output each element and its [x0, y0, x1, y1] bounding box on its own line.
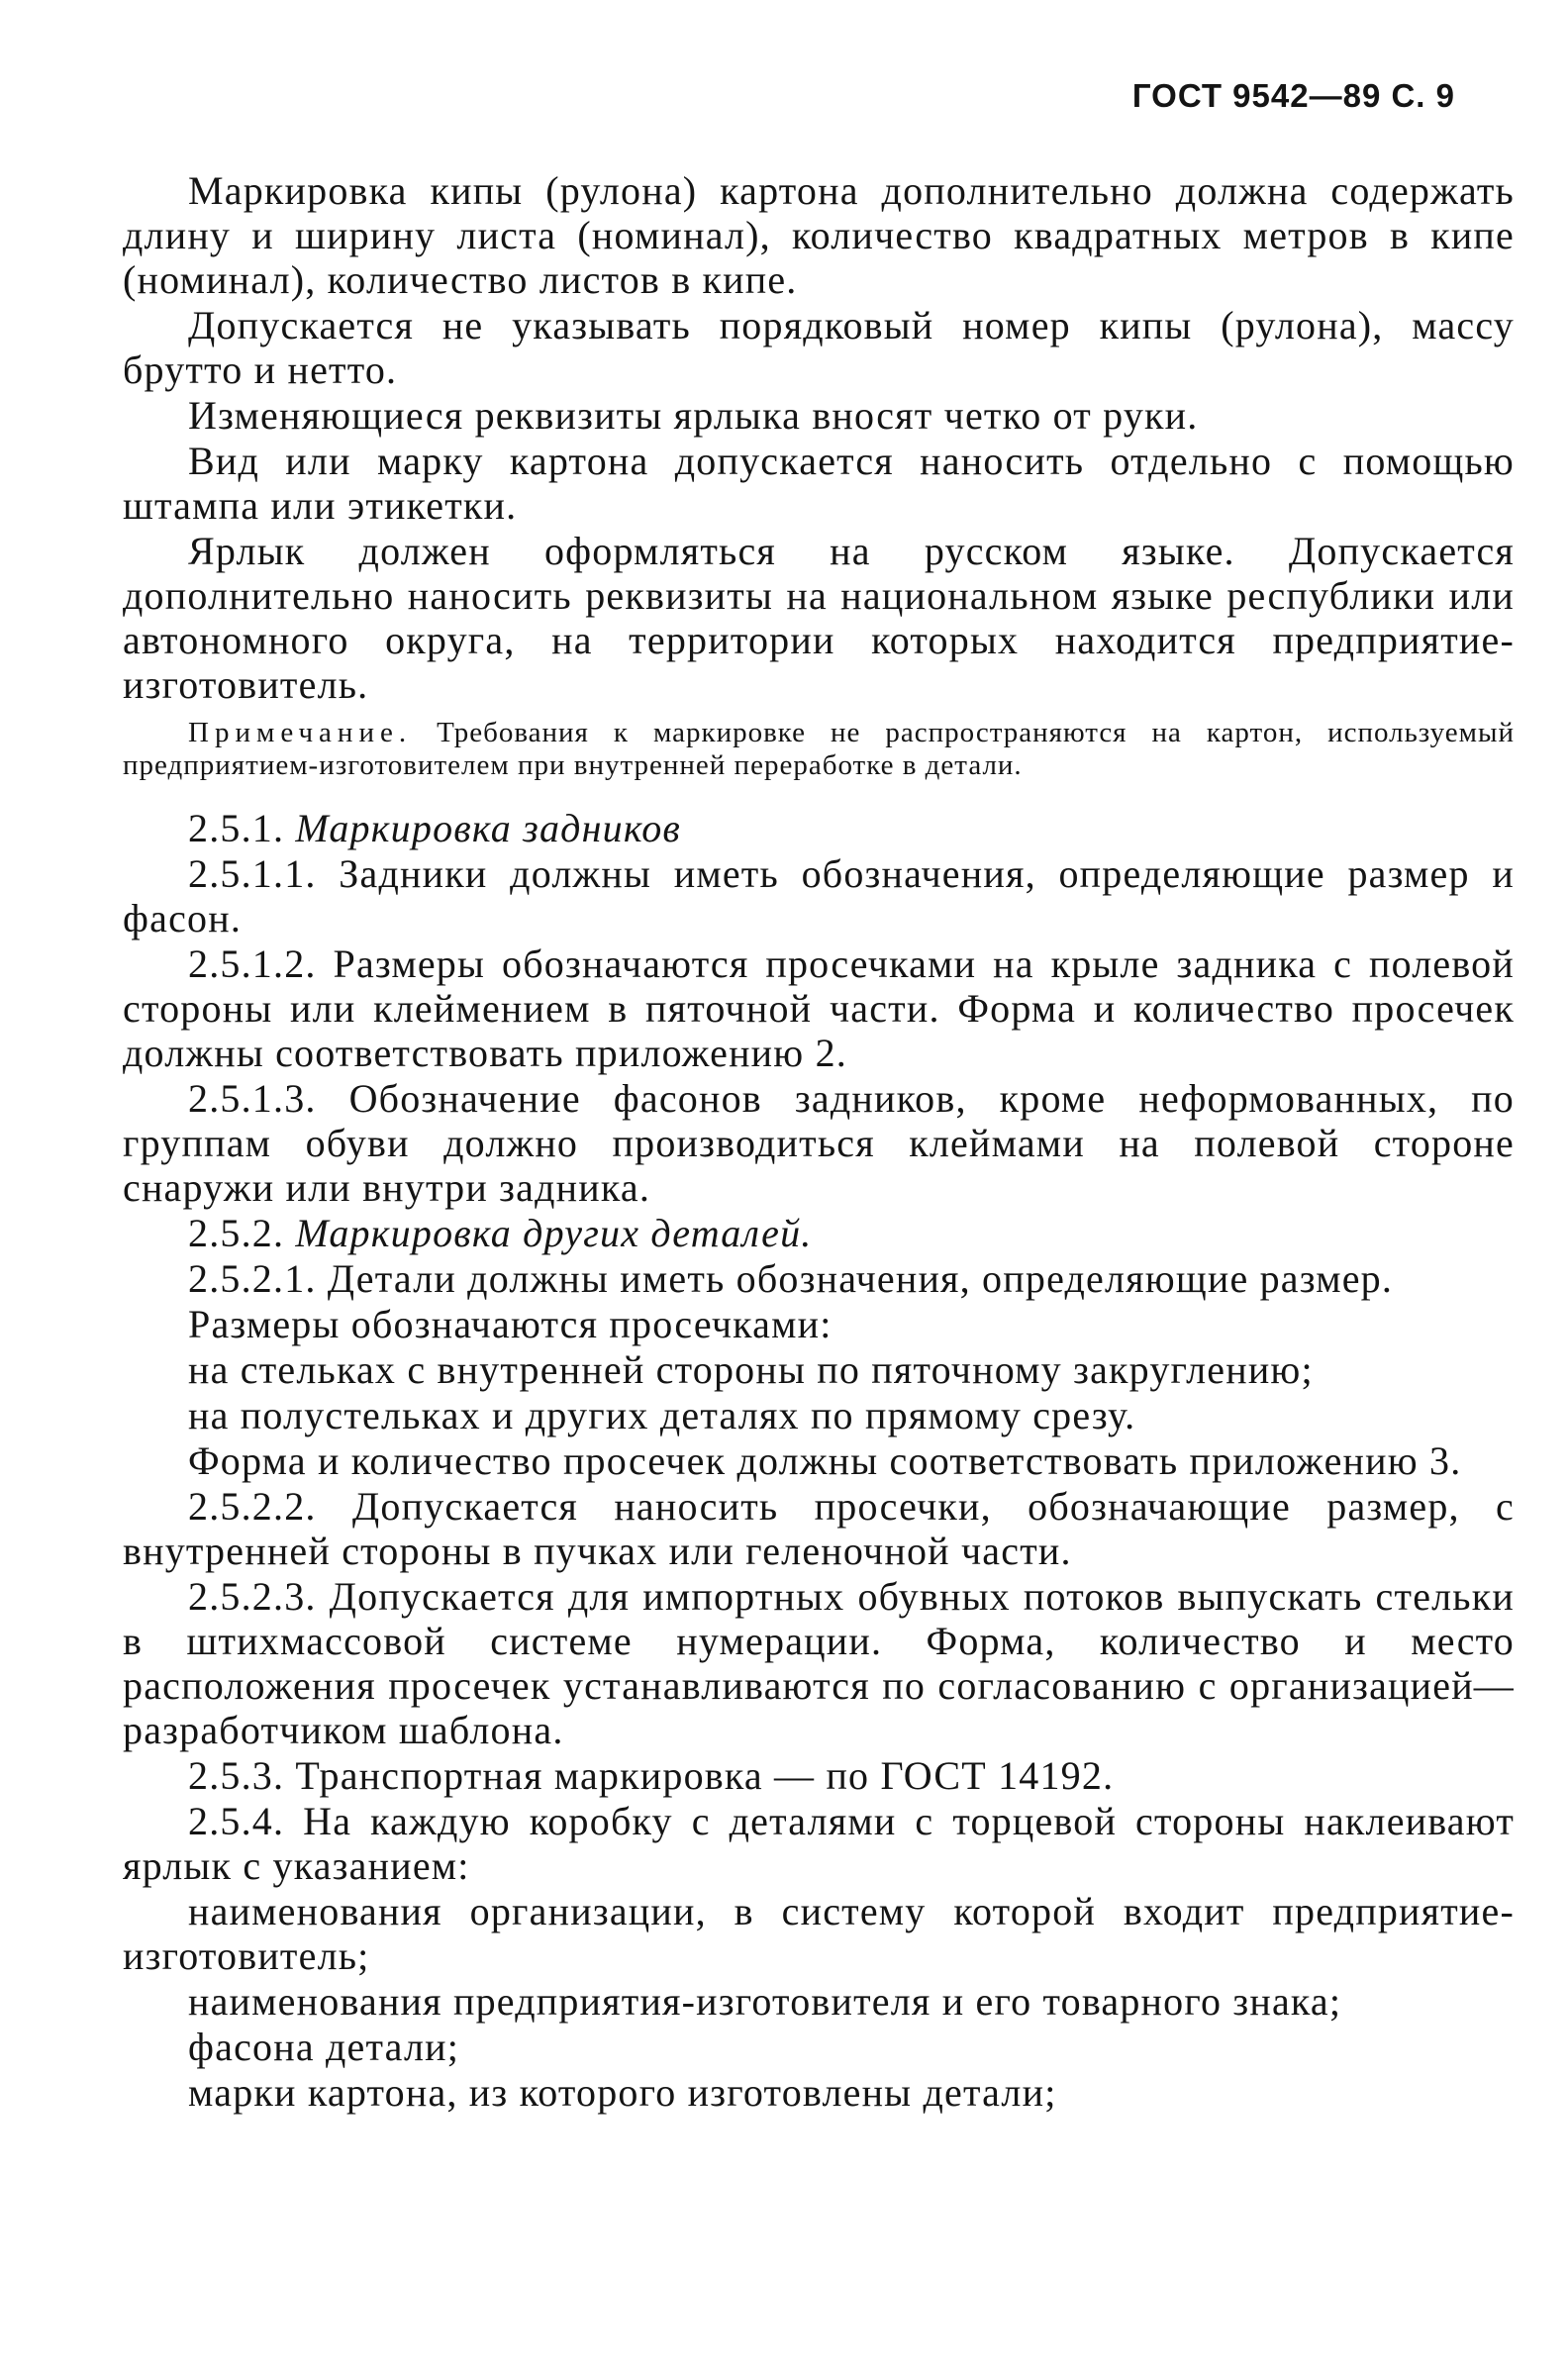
paragraph: Допускается не указывать порядковый номер кипы (рулона), массу брутто и нетто. [123, 303, 1515, 392]
section-title: Маркировка других деталей. [295, 1211, 813, 1255]
list-item: марки картона, из которого изготовлены детали; [188, 2070, 1057, 2115]
list-item: наименования предприятия-изготовителя и его товарного знака; [188, 1979, 1342, 2024]
paragraph: Маркировка кипы (рулона) картона дополнительно должна содержать длину и ширину листа (номинал), количество квадратных метров в кипе (номинал), количество листов в кипе. [123, 168, 1515, 302]
paragraph: Размеры обозначаются просечками: [188, 1302, 833, 1346]
section-number: 2.5.2. [188, 1211, 285, 1255]
clause: 2.5.1.2. Размеры обозначаются просечками на крыле задника с полевой стороны или клеймением в пяточной части. Форма и количество просечек должны соответствовать приложению 2. [123, 941, 1515, 1075]
list-item: наименования организации, в систему которой входит предприятие-изготовитель; [123, 1889, 1515, 1978]
section-title: Маркировка задников [295, 806, 681, 850]
clause: 2.5.2.2. Допускается наносить просечки, обозначающие размер, с внутренней стороны в пучках или геленочной части. [123, 1484, 1515, 1573]
section-heading [123, 1211, 1515, 1255]
note-text: Требования к маркировке не распространяются на картон, используемый предприятием-изготовителем при внутренней переработке в детали. [123, 717, 1515, 781]
clause: 2.5.1.3. Обозначение фасонов задников, кроме неформованных, по группам обуви должно производиться клеймами на полевой стороне снаружи или внутри задника. [123, 1076, 1515, 1210]
clause: 2.5.1.1. Задники должны иметь обозначения, определяющие размер и фасон. [123, 851, 1515, 940]
list-item: на стельках с внутренней стороны по пяточному закруглению; [188, 1347, 1314, 1392]
clause: 2.5.3. Транспортная маркировка — по ГОСТ 14192. [188, 1753, 1115, 1798]
section-heading [123, 806, 1515, 850]
section-number: 2.5.1. [188, 806, 285, 850]
clause: 2.5.2.3. Допускается для импортных обувных потоков выпускать стельки в штихмассовой системе нумерации. Форма, количество и место расположения просечек устанавливаются по согласованию с организацией—разработчиком шаблона. [123, 1574, 1515, 1752]
list-item: фасона детали; [188, 2025, 460, 2069]
paragraph: Вид или марку картона допускается наносить отдельно с помощью штампа или этикетки. [123, 439, 1515, 528]
clause: 2.5.2.1. Детали должны иметь обозначения, определяющие размер. [188, 1256, 1394, 1301]
page-header: ГОСТ 9542—89 С. 9 [1131, 77, 1455, 114]
list-item: на полустельках и других деталях по прямому срезу. [188, 1393, 1136, 1437]
paragraph: Ярлык должен оформляться на русском языке. Допускается дополнительно наносить реквизиты на национальном языке республики или автономного округа, на территории которых находится предприятие-изготовитель. [123, 529, 1515, 707]
document-body [123, 168, 1515, 2116]
paragraph: Изменяющиеся реквизиты ярлыка вносят четко от руки. [188, 393, 1199, 438]
clause: 2.5.4. На каждую коробку с деталями с торцевой стороны наклеивают ярлык с указанием: [123, 1799, 1515, 1888]
paragraph: Форма и количество просечек должны соответствовать приложению 3. [188, 1438, 1462, 1483]
note-label: Примечание. [188, 717, 413, 748]
note [123, 717, 1515, 782]
